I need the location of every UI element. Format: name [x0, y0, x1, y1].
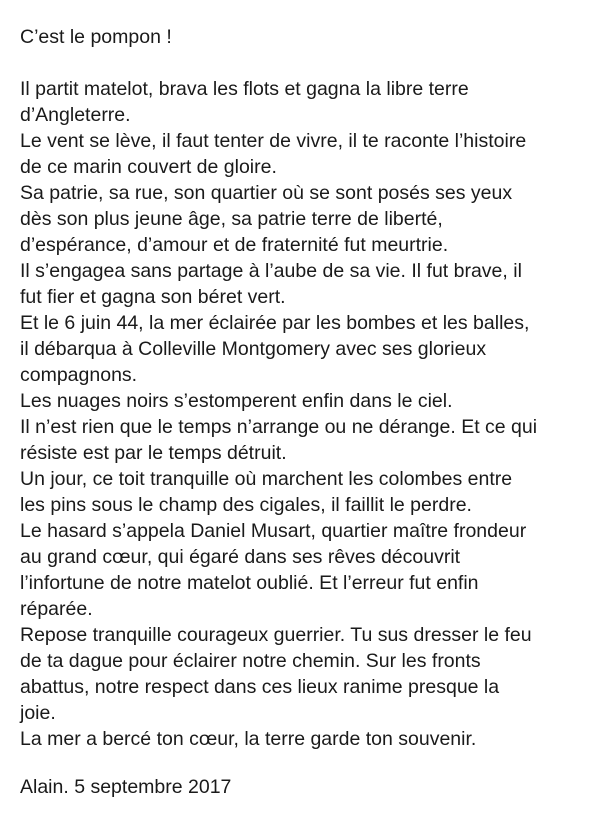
poem-line: l’infortune de notre matelot oublié. Et l’erreur fut enfin [20, 572, 479, 594]
signature: Alain. 5 septembre 2017 [20, 776, 232, 798]
poem-line: de ta dague pour éclairer notre chemin. Sur les fronts [20, 650, 481, 672]
poem-document [20, 24, 580, 752]
poem-line: abattus, notre respect dans ces lieux ranime presque la [20, 676, 500, 698]
poem-line: Il n’est rien que le temps n’arrange ou ne dérange. Et ce qui [20, 416, 538, 438]
poem-line: Il partit matelot, brava les flots et gagna la libre terre [20, 78, 469, 100]
poem-line: Il s’engagea sans partage à l’aube de sa vie. Il fut brave, il [20, 260, 522, 282]
poem-line: compagnons. [20, 364, 138, 386]
poem-title: C’est le pompon ! [20, 26, 172, 48]
poem-line: d’Angleterre. [20, 104, 131, 126]
poem-line: réparée. [20, 598, 93, 620]
poem-line: dès son plus jeune âge, sa patrie terre de liberté, [20, 208, 443, 230]
poem-line: Sa patrie, sa rue, son quartier où se sont posés ses yeux [20, 182, 513, 204]
poem-line: Le hasard s’appela Daniel Musart, quartier maître frondeur [20, 520, 527, 542]
poem-line: Le vent se lève, il faut tenter de vivre, il te raconte l’histoire [20, 130, 527, 152]
poem-line: de ce marin couvert de gloire. [20, 156, 277, 178]
poem-line: Les nuages noirs s’estomperent enfin dans le ciel. [20, 390, 453, 412]
poem-line: résiste est par le temps détruit. [20, 442, 287, 464]
poem-line: les pins sous le champ des cigales, il faillit le perdre. [20, 494, 472, 516]
poem-line: fut fier et gagna son béret vert. [20, 286, 286, 308]
poem-line: au grand cœur, qui égaré dans ses rêves découvrit [20, 546, 461, 568]
poem-line: La mer a bercé ton cœur, la terre garde ton souvenir. [20, 728, 477, 750]
poem-line: d’espérance, d’amour et de fraternité fut meurtrie. [20, 234, 449, 256]
poem-line: Et le 6 juin 44, la mer éclairée par les bombes et les balles, [20, 312, 530, 334]
poem-line: Un jour, ce toit tranquille où marchent les colombes entre [20, 468, 513, 490]
poem-line: joie. [20, 702, 56, 724]
poem-line: il débarqua à Colleville Montgomery avec ses glorieux [20, 338, 487, 360]
poem-line: Repose tranquille courageux guerrier. Tu sus dresser le feu [20, 624, 532, 646]
poem-body [20, 76, 580, 752]
